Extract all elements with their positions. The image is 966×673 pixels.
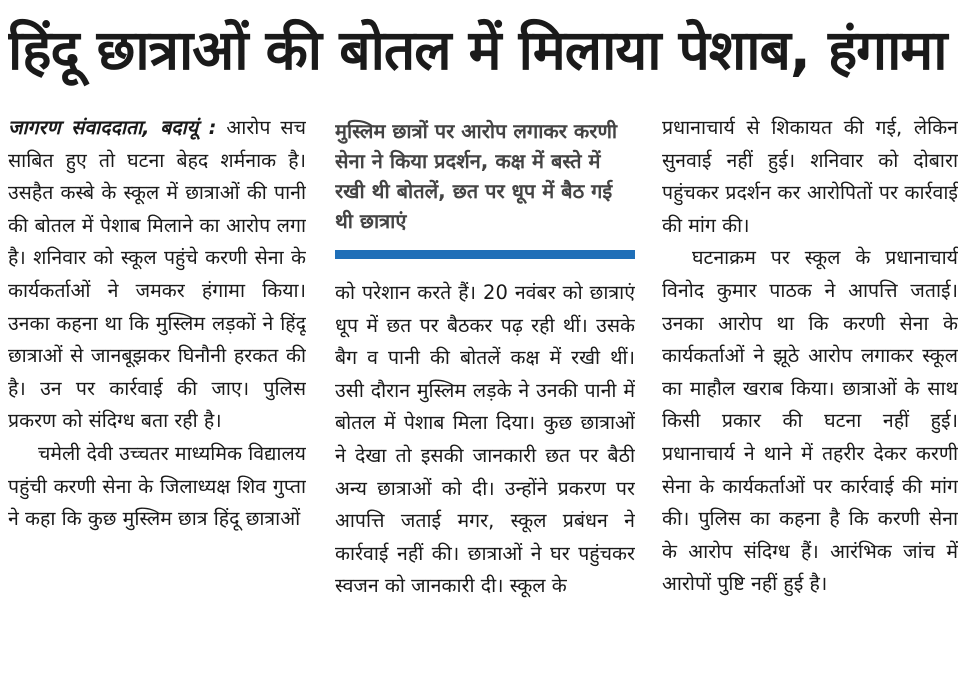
col3-paragraph-2: घटनाक्रम पर स्कूल के प्रधानाचार्य विनोद कुमार पाठक ने आपत्ति जताई। उनका आरोप था कि करणी सेना के कार्यकर्ताओं ने झूठे आरोप लगाकर स्कूल का माहौल खराब किया। छात्राओं के साथ किसी प्रकार की घटना नहीं हुई। प्रधानाचार्य ने थाने में तहरीर देकर करणी सेना के कार्यकर्ताओं पर कार्रवाई की मांग की। पुलिस का कहना है कि करणी सेना के आरोप संदिग्ध हैं। आरंभिक जांच में आरोपों पुष्टि नहीं हुई है। — [662, 246, 958, 596]
col1-para1-text: आरोप सच साबित हुए तो घटना बेहद शर्मनाक है। उसहैत कस्बे के स्कूल में छात्राओं की पानी की बोतल में पेशाब मिलाने का आरोप लगा है। शनिवार को स्कूल पहुंचे करणी सेना के कार्यकर्ताओं ने जमकर हंगामा किया। उनका कहना था कि मुस्लिम लड़कों ने हिंदू छात्राओं से जानबूझकर घिनौनी हरकत की है। उन पर कार्रवाई की जाए। पुलिस प्रकरण को संदिग्ध बता रही है। — [8, 116, 306, 433]
column-1 — [8, 112, 306, 673]
byline: जागरण संवाददाता, बदायूं : — [8, 116, 217, 139]
headline: हिंदू छात्राओं की बोतल में मिलाया पेशाब, हंगामा — [8, 18, 947, 82]
column-3 — [662, 112, 958, 673]
kicker-subheadline: मुस्लिम छात्रों पर आरोप लगाकर करणी सेना ने किया प्रदर्शन, कक्ष में बस्ते में रखी थी बोतलें, छत पर धूप में बैठ गई थी छात्राएं — [335, 119, 618, 233]
blue-rule — [335, 250, 635, 259]
paragraph-1 — [8, 112, 306, 438]
col2-body: को परेशान करते हैं। 20 नवंबर को छात्राएं धूप में छत पर बैठकर पढ़ रही थीं। उसके बैग व पानी की बोतलें कक्ष में रखी थीं। उसी दौरान मुस्लिम लड़के ने उनकी पानी में बोतल में पेशाब मिला दिया। कुछ छात्राओं ने देखा तो इसकी जानकारी छत पर बैठी अन्य छात्राओं को दी। उन्होंने प्रकरण पर आपत्ति जताई मगर, स्कूल प्रबंधन ने कार्रवाई नहीं की। छात्राओं ने घर पहुंचकर स्वजन को जानकारी दी। स्कूल के — [335, 281, 635, 598]
col3-paragraph-1: प्रधानाचार्य से शिकायत की गई, लेकिन सुनवाई नहीं हुई। शनिवार को दोबारा पहुंचकर प्रदर्शन कर आरोपितों पर कार्रवाई की मांग की। — [662, 116, 958, 237]
column-2 — [335, 112, 635, 673]
paragraph-2: चमेली देवी उच्चतर माध्यमिक विद्यालय पहुंची करणी सेना के जिलाध्यक्ष शिव गुप्ता ने कहा कि कुछ मुस्लिम छात्र हिंदू छात्राओं — [8, 441, 306, 531]
